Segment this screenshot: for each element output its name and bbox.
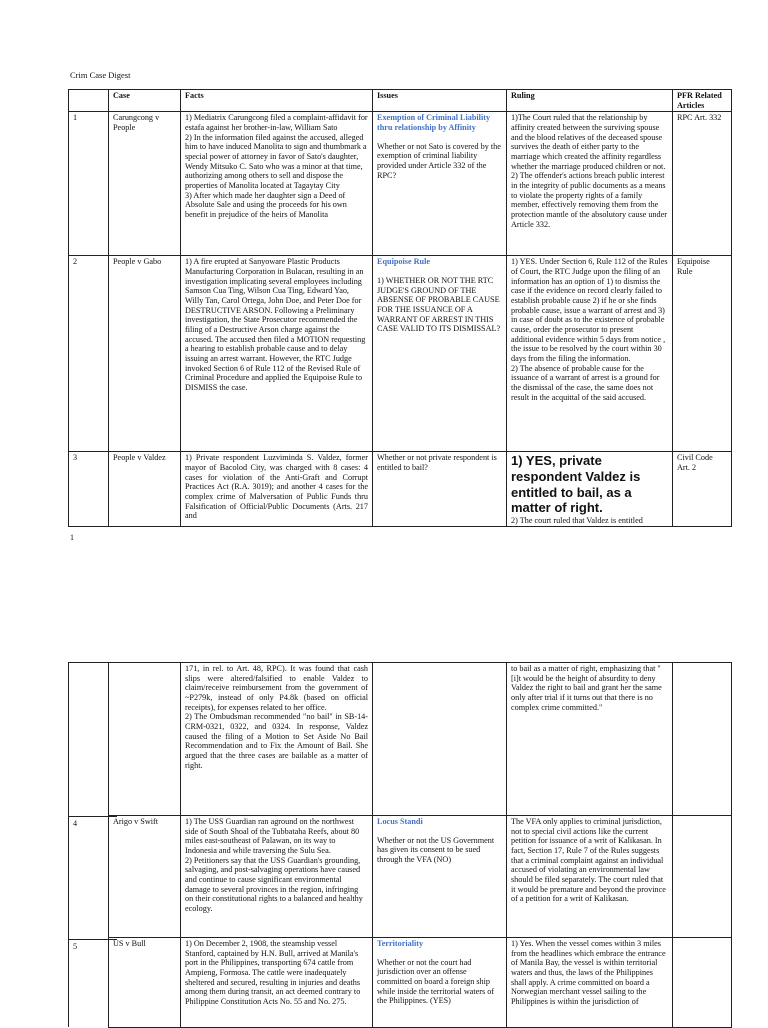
pfr-cell [673, 663, 732, 816]
header-ruling: Ruling [507, 90, 673, 112]
facts-cell: 1) On December 2, 1908, the steamship vessel Stanford, captained by H.N. Bull, arrived at Manila's port in the Philippines, transporting 674 cattle from Ampieng, Formosa. The cattle were inadequately sheltered and secured, resulting in injuries and deaths among them during transit, an act deemed contrary to Philippine Constitution Acts No. 55 and No. 275. [181, 938, 373, 1028]
issues-cell [373, 256, 507, 452]
ruling-text: 2) The court ruled that Valdez is entitled [511, 515, 643, 525]
issue-text [373, 663, 507, 816]
page-number: 1 [70, 533, 74, 542]
table-row [109, 816, 732, 938]
case-name [109, 663, 181, 816]
facts-cell: 1) Mediatrix Carungcong filed a complaint-affidavit for estafa against her brother-in-law, William Sato 2) In the information filed against the accused, alleged him to have induced Manolita to sign and thumbmark a special power of attorney in favor of Sato's daughter, Wendy Mitsuko C. Sato who was a minor at that time, authorizing among others to sell and dispose the properties of Manolita located at Tagaytay City 3) After which made her daughter sign a Deed of Absolute Sale and using the proceeds for his own benefit in prejudice of the heirs of Manolita [181, 112, 373, 256]
row-number: 3 [69, 452, 109, 527]
row-number: 5 [69, 939, 117, 953]
pfr-cell [673, 938, 732, 1028]
case-digest-table-continued [108, 662, 732, 1028]
ruling-cell: to bail as a matter of right, emphasizing that "[i]t would be the height of absurdity to deny Valdez the right to bail and grant her the same only after trial if it turns out that there is no complex crime committed." [507, 663, 673, 816]
case-name: Carungcong v People [109, 112, 181, 256]
pfr-cell: Civil Code Art. 2 [673, 452, 732, 527]
ruling-emphasis: 1) YES, private respondent Valdez is entitled to bail, as a matter of right. [511, 453, 641, 516]
ruling-cell [507, 452, 673, 527]
ruling-cell: 1)The Court ruled that the relationship by affinity created between the surviving spouse and the blood relatives of the deceased spouse survives the death of either party to the marriage which created the affinity regardless whether the marriage produced children or not. 2) The offender's actions breach public interest in the integrity of public documents as a means to violate the property rights of a family member, effectively removing them from the protection mantle of the absolutory cause under Article 332. [507, 112, 673, 256]
table-row [69, 256, 732, 452]
table-header-row [69, 90, 732, 112]
issue-label: Territoriality [377, 939, 424, 948]
pfr-cell: Equipoise Rule [673, 256, 732, 452]
issue-text: Whether or not the court had jurisdiction over an offense committed on board a foreign ship while inside the territorial waters of the Philippines. (YES) [377, 957, 495, 1006]
table-row [109, 663, 732, 816]
table-row [109, 938, 732, 1028]
pfr-cell [673, 816, 732, 938]
facts-cell: 1) Private respondent Luzviminda S. Valdez, former mayor of Bacolod City, was charged with 8 cases: 4 cases for violation of the Anti-Graft and Corrupt Practices Act (R.A. 3019); and another 4 cases for the complex crime of Malversation of Public Funds thru Falsification of Official/Public Documents (Arts. 217 and [181, 452, 373, 527]
ruling-cell: The VFA only applies to criminal jurisdiction, not to special civil actions like the current petition for issuance of a writ of Kalikasan. In fact, Section 17, Rule 7 of the Rules suggests that a criminal complaint against an individual accused of violating an environmental law should be filed separately. The court ruled that it would be premature and beyond the province of a petition for a writ of Kalikasan. [507, 816, 673, 938]
issues-cell [373, 816, 507, 938]
issue-label: Exemption of Criminal Liability thru relationship by Affinity [377, 113, 491, 133]
header-facts: Facts [181, 90, 373, 112]
row-number-column [68, 662, 108, 1027]
issue-label: Locus Standi [377, 817, 423, 826]
row-number: 2 [69, 256, 109, 452]
header-pfr: PFR Related Articles [673, 90, 732, 112]
issues-cell [373, 112, 507, 256]
facts-cell: 1) A fire erupted at Sanyoware Plastic Products Manufacturing Corporation in Bulacan, resulting in an investigation implicating several employees including Samson Cua Ting, Wilson Cua Ting, Edward Yao, Willy Tan, Carol Ortega, John Doe, and Peter Doe for DESTRUCTIVE ARSON. Following a Preliminary investigation, the State Prosecutor recommended the filing of a Destructive Arson charge against the accused. The accused then filed a MOTION requesting a hearing to establish probable cause and to delay issuing an arrest warrant. However, the RTC Judge invoked Section 6 of Rule 112 of the Revised Rule of Criminal Procedure and applied the Equipoise Rule to DISMISS the case. [181, 256, 373, 452]
issue-text: Whether or not Sato is covered by the exemption of criminal liability provided under Article 332 of the RPC? [377, 141, 501, 180]
issues-cell [373, 938, 507, 1028]
issue-text: Whether or not private respondent is entitled to bail? [373, 452, 507, 527]
ruling-cell: 1) YES. Under Section 6, Rule 112 of the Rules of Court, the RTC Judge upon the filing of an information has an option of 1) to dismiss the case if the evidence on record clearly failed to establish probable cause 2) if he or she finds probable cause, issue a warrant of arrest and 3) in case of doubt as to the existence of probable cause, order the prosecutor to present additional evidence within 5 days from notice , the issue to be resolved by the court within 30 days from the filing the information. 2) The absence of probable cause for the issuance of a warrant of arrest is a ground for the dismissal of the case, the same does not result in the acquittal of the said accused. [507, 256, 673, 452]
case-digest-table [68, 89, 732, 527]
header-no [69, 90, 109, 112]
case-name: US v Bull [109, 938, 181, 1028]
row-number: 4 [69, 816, 117, 830]
table-row [69, 112, 732, 256]
case-name: People v Gabo [109, 256, 181, 452]
issue-text: Whether or not the US Government has given its consent to be sued through the VFA (NO) [377, 835, 495, 865]
facts-cell: 171, in rel. to Art. 48, RPC). It was found that cash slips were altered/falsified to enable Valdez to claim/receive reimbursement from the government of ~P279k, instead of only P4.8k (based on official receipts), for expenses related to her office. 2) The Ombudsman recommended "no bail" in SB-14-CRM-0321, 0322, and 0324. In response, Valdez caused the filing of a Motion to Set Aside No Bail Recommendation and to Fix the Amount of Bail. She argued that the three cases are bailable as a matter of right. [181, 663, 373, 816]
document-title: Crim Case Digest [70, 70, 131, 80]
issue-label: Equipoise Rule [377, 257, 431, 267]
header-case: Case [109, 90, 181, 112]
facts-cell: 1) The USS Guardian ran aground on the northwest side of South Shoal of the Tubbataha Reefs, about 80 miles east-southeast of Palawan, on its way to Indonesia and while traversing the Sulu Sea. 2) Petitioners say that the USS Guardian's grounding, salvaging, and post-salvaging operations have caused and continue to cause significant environmental damage to several provinces in the region, infringing on their constitutional rights to a balanced and healthy ecology. [181, 816, 373, 938]
issue-text: 1) WHETHER OR NOT THE RTC JUDGE'S GROUND OF THE ABSENSE OF PROBABLE CAUSE FOR THE ISSUANCE OF A WARRANT OF ARREST IN THIS CASE VALID TO ITS DISMISSAL? [377, 276, 501, 334]
case-name: Arigo v Swift [109, 816, 181, 938]
header-issues: Issues [373, 90, 507, 112]
row-number: 1 [69, 112, 109, 256]
ruling-cell: 1) Yes. When the vessel comes within 3 miles from the headlines which embrace the entrance of Manila Bay, the vessel is within territorial waters and thus, the laws of the Philippines shall apply. A crime committed on board a Norwegian merchant vessel sailing to the Philippines is within the jurisdiction of [507, 938, 673, 1028]
table-row [69, 452, 732, 527]
pfr-cell: RPC Art. 332 [673, 112, 732, 256]
case-name: People v Valdez [109, 452, 181, 527]
